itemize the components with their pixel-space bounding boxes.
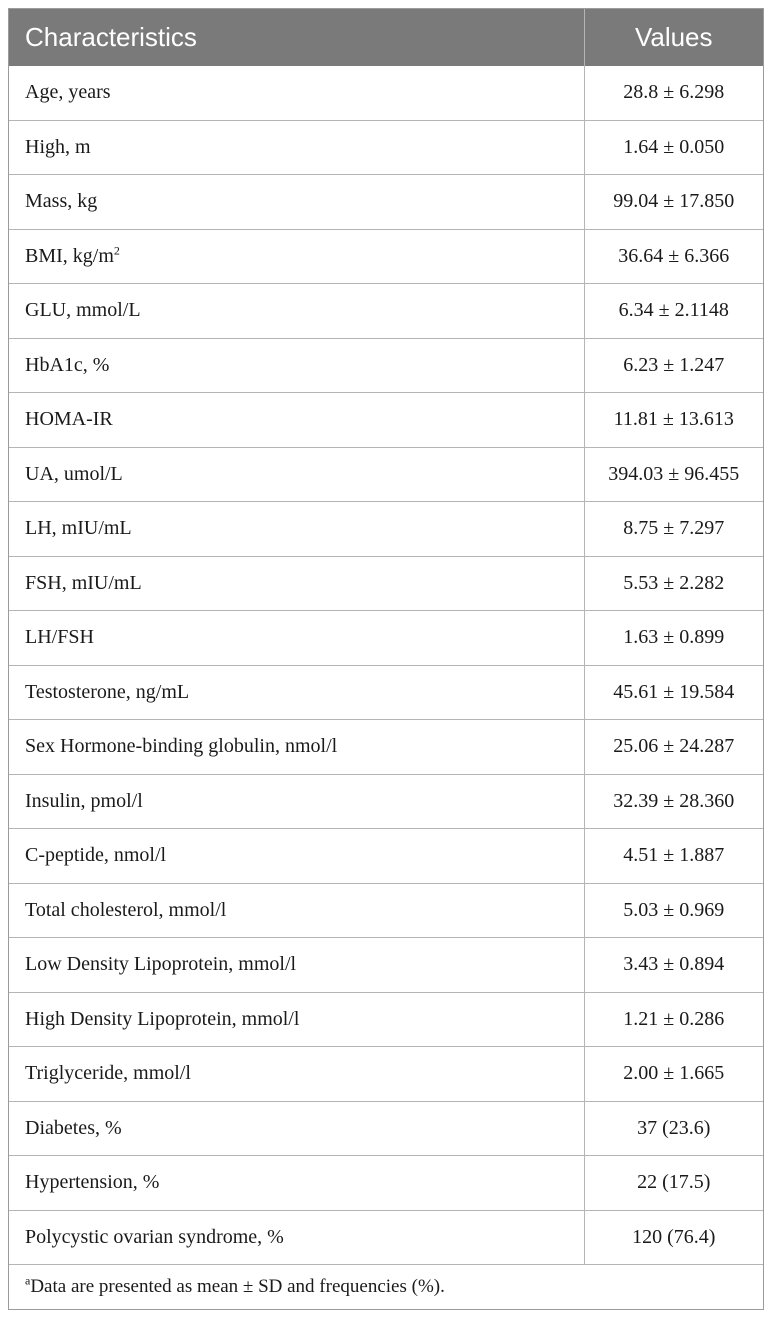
row-characteristic: [9, 120, 584, 175]
row-value: 3.43 ± 0.894: [584, 938, 763, 993]
row-characteristic: [9, 284, 584, 339]
characteristics-table-container: [8, 8, 764, 1310]
row-characteristic-label: UA, umol/L: [25, 462, 123, 485]
table-row: [9, 883, 763, 938]
row-characteristic: [9, 938, 584, 993]
row-characteristic-label: Testosterone, ng/mL: [25, 680, 190, 703]
footnote-text: Data are presented as mean ± SD and frequencies (%).: [30, 1276, 445, 1297]
row-characteristic-label: FSH, mIU/mL: [25, 571, 142, 594]
row-characteristic: [9, 338, 584, 393]
row-value: 5.53 ± 2.282: [584, 556, 763, 611]
table-row: [9, 66, 763, 120]
row-value: 4.51 ± 1.887: [584, 829, 763, 884]
row-value: 6.34 ± 2.1148: [584, 284, 763, 339]
header-values: Values: [584, 9, 763, 66]
row-characteristic-label: Polycystic ovarian syndrome, %: [25, 1225, 284, 1248]
characteristics-table: [9, 9, 763, 1265]
table-row: [9, 720, 763, 775]
table-row: [9, 1047, 763, 1102]
table-row: [9, 556, 763, 611]
row-value: 6.23 ± 1.247: [584, 338, 763, 393]
row-characteristic-superscript: 2: [113, 243, 120, 258]
row-characteristic: [9, 1156, 584, 1211]
row-characteristic-label: HOMA-IR: [25, 408, 113, 431]
row-characteristic-label: HbA1c, %: [25, 353, 110, 376]
table-row: [9, 284, 763, 339]
row-characteristic: [9, 1101, 584, 1156]
row-value: 394.03 ± 96.455: [584, 447, 763, 502]
row-characteristic: [9, 447, 584, 502]
row-value: 8.75 ± 7.297: [584, 502, 763, 557]
row-characteristic: [9, 502, 584, 557]
row-characteristic: [9, 393, 584, 448]
row-value: 25.06 ± 24.287: [584, 720, 763, 775]
row-characteristic: [9, 556, 584, 611]
row-value: 32.39 ± 28.360: [584, 774, 763, 829]
table-header-row: [9, 9, 763, 66]
row-characteristic: [9, 175, 584, 230]
table-row: [9, 1101, 763, 1156]
row-characteristic-label: Low Density Lipoprotein, mmol/l: [25, 953, 297, 976]
table-row: [9, 665, 763, 720]
row-characteristic-label: LH, mIU/mL: [25, 517, 132, 540]
row-characteristic: [9, 774, 584, 829]
row-characteristic: [9, 1210, 584, 1265]
row-characteristic: [9, 66, 584, 120]
row-value: 2.00 ± 1.665: [584, 1047, 763, 1102]
table-row: [9, 229, 763, 284]
row-value: 1.63 ± 0.899: [584, 611, 763, 666]
row-characteristic-label: Hypertension, %: [25, 1171, 160, 1194]
row-characteristic-label: Total cholesterol, mmol/l: [25, 898, 227, 921]
row-value: 36.64 ± 6.366: [584, 229, 763, 284]
table-row: [9, 338, 763, 393]
row-characteristic-label: GLU, mmol/L: [25, 299, 141, 322]
table-row: [9, 175, 763, 230]
row-characteristic: [9, 611, 584, 666]
table-row: [9, 502, 763, 557]
row-characteristic-label: High, m: [25, 135, 91, 158]
row-characteristic-label: Sex Hormone-binding globulin, nmol/l: [25, 735, 338, 758]
row-value: 5.03 ± 0.969: [584, 883, 763, 938]
row-value: 45.61 ± 19.584: [584, 665, 763, 720]
row-characteristic: [9, 665, 584, 720]
table-row: [9, 774, 763, 829]
row-characteristic-label: BMI, kg/m: [25, 244, 114, 267]
table-row: [9, 992, 763, 1047]
row-value: 22 (17.5): [584, 1156, 763, 1211]
row-characteristic: [9, 829, 584, 884]
row-value: 37 (23.6): [584, 1101, 763, 1156]
row-characteristic: [9, 992, 584, 1047]
table-row: [9, 1156, 763, 1211]
row-characteristic-label: Insulin, pmol/l: [25, 789, 143, 812]
table-row: [9, 1210, 763, 1265]
row-characteristic-label: Triglyceride, mmol/l: [25, 1062, 191, 1085]
footnote-marker: a: [25, 1273, 31, 1288]
row-characteristic-label: C-peptide, nmol/l: [25, 844, 167, 867]
table-body: [9, 66, 763, 1265]
table-row: [9, 447, 763, 502]
row-value: 1.64 ± 0.050: [584, 120, 763, 175]
row-characteristic-label: Age, years: [25, 81, 111, 104]
row-characteristic: [9, 883, 584, 938]
row-characteristic-label: Diabetes, %: [25, 1116, 122, 1139]
row-value: 120 (76.4): [584, 1210, 763, 1265]
row-characteristic: [9, 720, 584, 775]
table-row: [9, 120, 763, 175]
table-row: [9, 393, 763, 448]
header-characteristics: Characteristics: [9, 9, 584, 66]
row-characteristic-label: LH/FSH: [25, 626, 94, 649]
row-characteristic: [9, 229, 584, 284]
table-row: [9, 611, 763, 666]
row-characteristic-label: High Density Lipoprotein, mmol/l: [25, 1007, 300, 1030]
row-characteristic: [9, 1047, 584, 1102]
row-characteristic-label: Mass, kg: [25, 190, 98, 213]
table-row: [9, 938, 763, 993]
row-value: 99.04 ± 17.850: [584, 175, 763, 230]
table-footnote: [9, 1265, 763, 1309]
row-value: 1.21 ± 0.286: [584, 992, 763, 1047]
row-value: 11.81 ± 13.613: [584, 393, 763, 448]
row-value: 28.8 ± 6.298: [584, 66, 763, 120]
table-row: [9, 829, 763, 884]
